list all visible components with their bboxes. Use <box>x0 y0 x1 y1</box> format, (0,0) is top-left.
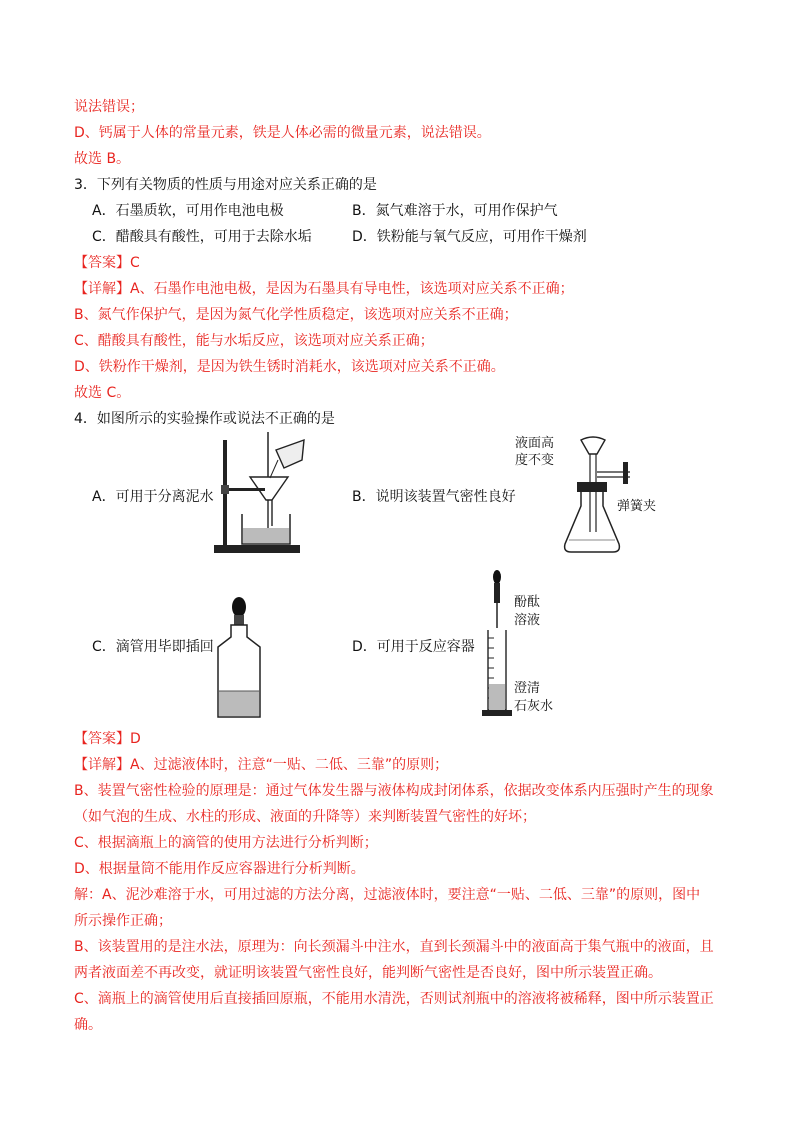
q4-option-d: D．可用于反应容器 <box>352 639 475 655</box>
q3-option-c: C．醋酸具有酸性，可用于去除水垢 <box>92 229 312 245</box>
filtration-apparatus-figure <box>210 432 310 557</box>
q3-explanation-line: D、铁粉作干燥剂，是因为铁生锈时消耗水，该选项对应关系不正确。 <box>74 359 505 375</box>
q4-explanation-line: 两者液面差不再改变，就证明该装置气密性良好，能判断气密性是否良好，图中所示装置正确。 <box>74 965 662 981</box>
q3-answer: 【答案】C <box>74 255 140 271</box>
q3-explanation-line: C、醋酸具有酸性，能与水垢反应，该选项对应关系正确； <box>74 333 434 349</box>
q4-explanation-line: 确。 <box>74 1017 102 1033</box>
text-line: 说法错误； <box>74 99 144 115</box>
q4-option-c: C．滴管用毕即插回 <box>92 639 214 655</box>
airtightness-apparatus-figure <box>505 432 665 557</box>
question-4-stem: 4．如图所示的实验操作或说法不正确的是 <box>74 411 335 427</box>
label-limewater: 澄清 <box>514 681 541 696</box>
q4-explanation-line: C、滴瓶上的滴管使用后直接插回原瓶，不能用水清洗，否则试剂瓶中的溶液将被稀释，图中所示装置正 <box>74 991 714 1007</box>
q3-option-b: B．氮气难溶于水，可用作保护气 <box>352 203 558 219</box>
q3-explanation-line: 故选 C。 <box>74 385 131 401</box>
label-liquid-level: 液面高 <box>515 436 555 451</box>
label-liquid-level: 度不变 <box>515 453 555 468</box>
q3-explanation-line: B、氮气作保护气，是因为氮气化学性质稳定，该选项对应关系不正确； <box>74 307 518 323</box>
q4-explanation-line: D、根据量筒不能用作反应容器进行分析判断。 <box>74 861 365 877</box>
label-phenolphthalein: 溶液 <box>514 613 541 628</box>
label-spring-clip: 弹簧夹 <box>617 499 657 514</box>
q4-option-b: B．说明该装置气密性良好 <box>352 489 516 505</box>
q3-option-a: A．石墨质软，可用作电池电极 <box>92 203 284 219</box>
question-3-stem: 3．下列有关物质的性质与用途对应关系正确的是 <box>74 177 377 193</box>
q4-explanation-line: 解：A、泥沙难溶于水，可用过滤的方法分离，过滤液体时，要注意“一贴、二低、三靠”的原则，图中 <box>74 887 701 903</box>
q4-explanation-line: B、装置气密性检验的原理是：通过气体发生器与液体构成封闭体系，依据改变体系内压强时产生的现象 <box>74 783 714 799</box>
text-line: 故选 B。 <box>74 151 131 167</box>
q3-explanation-line: 【详解】A、石墨作电池电极，是因为石墨具有导电性，该选项对应关系不正确； <box>74 281 574 297</box>
q3-option-d: D．铁粉能与氧气反应，可用作干燥剂 <box>352 229 587 245</box>
q4-answer: 【答案】D <box>74 731 141 747</box>
q4-explanation-line: 【详解】A、过滤液体时，注意“一贴、二低、三靠”的原则； <box>74 757 449 773</box>
q4-option-a: A．可用于分离泥水 <box>92 489 214 505</box>
label-phenolphthalein: 酚酞 <box>514 595 541 610</box>
q4-explanation-line: 所示操作正确； <box>74 913 172 929</box>
q4-explanation-line: B、该装置用的是注水法，原理为：向长颈漏斗中注水，直到长颈漏斗中的液面高于集气瓶中的液面，且 <box>74 939 714 955</box>
dropper-bottle-figure <box>210 595 268 720</box>
label-limewater: 石灰水 <box>514 699 554 714</box>
q4-explanation-line: （如气泡的生成、水柱的形成、液面的升降等）来判断装置气密性的好坏； <box>74 809 536 825</box>
q4-explanation-line: C、根据滴瓶上的滴管的使用方法进行分析判断； <box>74 835 378 851</box>
measuring-cylinder-figure <box>470 568 580 720</box>
text-line: D、钙属于人体的常量元素，铁是人体必需的微量元素，说法错误。 <box>74 125 491 141</box>
